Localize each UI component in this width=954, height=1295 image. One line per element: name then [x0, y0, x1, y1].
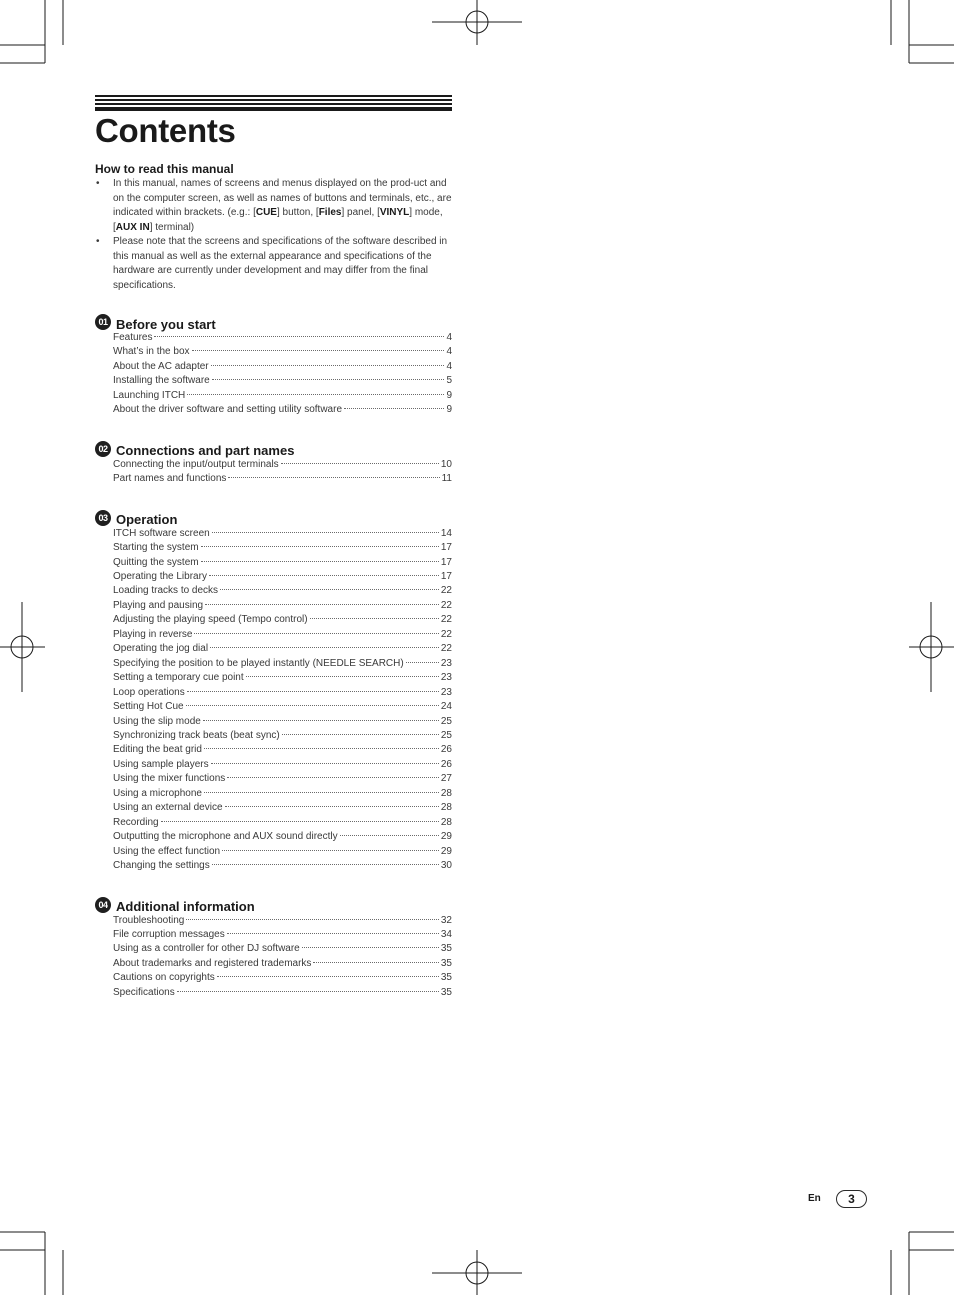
toc-entry-label: Using the effect function — [113, 845, 221, 857]
section-title: Operation — [116, 512, 178, 528]
toc-entry[interactable] — [113, 845, 452, 859]
toc-entry-page: 22 — [440, 585, 452, 597]
dot-leader — [186, 705, 439, 706]
section-number-badge: 03 — [95, 510, 111, 526]
dot-leader — [192, 350, 445, 351]
toc-entry-page: 9 — [446, 404, 452, 416]
toc-entry-page: 23 — [440, 672, 452, 684]
toc-entry[interactable] — [113, 830, 452, 844]
toc-entry-label: Playing and pausing — [113, 599, 204, 611]
section-number-badge: 01 — [95, 314, 111, 330]
section-heading — [95, 509, 452, 527]
dot-leader — [187, 394, 444, 395]
toc-entry[interactable] — [113, 787, 452, 801]
toc-entry-page: 22 — [440, 643, 452, 655]
section-title: Before you start — [116, 316, 216, 332]
toc-entry-page: 9 — [446, 389, 452, 401]
toc-entry-label: ITCH software screen — [113, 527, 210, 539]
dot-leader — [203, 720, 439, 721]
toc-entry[interactable] — [113, 345, 452, 359]
title-rules — [95, 95, 452, 111]
toc-entry-page: 4 — [446, 360, 452, 372]
section-title: Additional information — [116, 899, 255, 914]
toc-entry[interactable] — [113, 859, 452, 873]
toc-entry-label: Using as a controller for other DJ software — [113, 943, 300, 955]
toc-entry[interactable] — [113, 642, 452, 656]
toc-section — [95, 313, 452, 418]
toc-entry-label: Using sample players — [113, 758, 209, 770]
toc-entry-label: Cautions on copyrights — [113, 972, 215, 984]
toc-entry-label: Operating the Library — [113, 570, 207, 582]
toc-entry-label: Setting a temporary cue point — [113, 672, 244, 684]
dot-leader — [161, 821, 439, 822]
toc-entry-page: 35 — [440, 957, 452, 969]
toc-entry[interactable] — [113, 331, 452, 345]
toc-entry-label: Installing the software — [113, 375, 210, 387]
toc-entry-page: 30 — [440, 860, 452, 872]
toc-entry-label: Operating the jog dial — [113, 643, 209, 655]
toc-entry[interactable] — [113, 570, 452, 584]
toc-entry-label: Starting the system — [113, 542, 199, 554]
toc-section — [95, 440, 452, 487]
dot-leader — [187, 691, 439, 692]
toc-entry[interactable] — [113, 700, 452, 714]
toc-entry[interactable] — [113, 928, 452, 942]
toc-entry[interactable] — [113, 686, 452, 700]
toc-entry-page: 5 — [446, 375, 452, 387]
toc-entry[interactable] — [113, 613, 452, 627]
dot-leader — [246, 676, 439, 677]
dot-leader — [406, 662, 439, 663]
toc-entry-label: Recording — [113, 816, 159, 828]
toc-entry[interactable] — [113, 541, 452, 555]
toc-entry[interactable] — [113, 374, 452, 388]
dot-leader — [211, 763, 439, 764]
section-title: Connections and part names — [116, 443, 295, 459]
page-number: 3 — [836, 1190, 867, 1208]
toc-entry[interactable] — [113, 743, 452, 757]
toc-entry-label: Setting Hot Cue — [113, 701, 184, 713]
toc-entry-label: Features — [113, 332, 153, 343]
toc-entry-page: 22 — [440, 599, 452, 611]
toc-entry-page: 32 — [440, 914, 452, 926]
toc-entry-label: Outputting the microphone and AUX sound directly — [113, 831, 338, 843]
toc-entry[interactable] — [113, 556, 452, 570]
toc-entry[interactable] — [113, 628, 452, 642]
toc-entry[interactable] — [113, 758, 452, 772]
dot-leader — [220, 589, 439, 590]
dot-leader — [340, 835, 439, 836]
dot-leader — [313, 962, 438, 963]
toc-entry[interactable] — [113, 914, 452, 928]
toc-entry[interactable] — [113, 986, 452, 1000]
dot-leader — [212, 532, 439, 533]
toc-entry-page: 25 — [440, 715, 452, 727]
section-heading — [95, 896, 452, 914]
toc-entry[interactable] — [113, 772, 452, 786]
dot-leader — [228, 477, 439, 478]
toc-entry-label: Using the slip mode — [113, 715, 201, 727]
dot-leader — [302, 947, 439, 948]
toc-entry-label: Using the mixer functions — [113, 773, 226, 785]
toc-entry-page: 17 — [440, 556, 452, 568]
dot-leader — [217, 976, 439, 977]
toc-entry-label: Quitting the system — [113, 556, 199, 568]
dot-leader — [204, 748, 439, 749]
toc-entry[interactable] — [113, 458, 452, 472]
toc-entry[interactable] — [113, 657, 452, 671]
toc-entry-label: Synchronizing track beats (beat sync) — [113, 729, 280, 741]
toc-entry[interactable] — [113, 527, 452, 541]
dot-leader — [222, 850, 439, 851]
toc-entry-label: About the driver software and setting utility software — [113, 404, 343, 416]
toc-entry-page: 35 — [440, 972, 452, 984]
toc-entry-page: 11 — [441, 473, 452, 485]
toc-entry-page: 17 — [440, 570, 452, 582]
dot-leader — [212, 864, 439, 865]
toc-entry-page: 28 — [440, 787, 452, 799]
toc-list — [95, 527, 452, 874]
dot-leader — [212, 379, 445, 380]
toc-entry-label: Loop operations — [113, 686, 185, 698]
section-heading — [95, 313, 452, 331]
toc-entry[interactable] — [113, 801, 452, 815]
toc-entry-label: Launching ITCH — [113, 389, 186, 401]
how-to-read-list — [95, 177, 452, 293]
dot-leader — [281, 463, 439, 464]
toc-entry-page: 26 — [440, 758, 452, 770]
dot-leader — [225, 806, 439, 807]
dot-leader — [209, 575, 439, 576]
dot-leader — [310, 618, 439, 619]
section-heading — [95, 440, 452, 458]
dot-leader — [154, 336, 444, 337]
toc-entry-label: Using a microphone — [113, 787, 202, 799]
toc-entry-page: 28 — [440, 816, 452, 828]
dot-leader — [201, 546, 439, 547]
toc-entry-page: 17 — [440, 542, 452, 554]
dot-leader — [204, 792, 439, 793]
toc-entry-page: 28 — [440, 802, 452, 814]
dot-leader — [227, 777, 439, 778]
toc-sections — [95, 313, 452, 1000]
toc-entry-page: 14 — [440, 527, 452, 539]
toc-entry-label: What’s in the box — [113, 346, 190, 358]
dot-leader — [205, 604, 439, 605]
toc-entry-label: Editing the beat grid — [113, 744, 202, 756]
dot-leader — [211, 365, 445, 366]
toc-entry[interactable] — [113, 715, 452, 729]
toc-entry-label: Part names and functions — [113, 473, 227, 485]
dot-leader — [201, 561, 439, 562]
dot-leader — [177, 991, 439, 992]
toc-entry[interactable] — [113, 729, 452, 743]
contents-body — [95, 161, 452, 1000]
toc-entry-label: Changing the settings — [113, 860, 210, 872]
toc-entry-page: 25 — [440, 729, 452, 741]
dot-leader — [282, 734, 439, 735]
page-title: Contents — [95, 112, 236, 149]
toc-entry-page: 29 — [440, 831, 452, 843]
toc-entry-label: Using an external device — [113, 802, 223, 814]
dot-leader — [186, 919, 439, 920]
section-number-badge: 04 — [95, 897, 111, 913]
how-to-read-heading: How to read this manual — [95, 162, 234, 176]
toc-entry-page: 24 — [440, 701, 452, 713]
toc-entry-page: 23 — [440, 686, 452, 698]
toc-entry[interactable] — [113, 942, 452, 956]
toc-entry-page: 4 — [446, 346, 452, 358]
toc-entry[interactable] — [113, 472, 452, 486]
toc-section — [95, 896, 452, 1001]
toc-list — [95, 331, 452, 418]
toc-list — [95, 458, 452, 487]
toc-entry-page: 35 — [440, 943, 452, 955]
toc-section — [95, 509, 452, 874]
toc-entry-label: About the AC adapter — [113, 360, 209, 372]
toc-entry[interactable] — [113, 599, 452, 613]
toc-entry[interactable] — [113, 816, 452, 830]
toc-entry-page: 23 — [440, 657, 452, 669]
toc-entry[interactable] — [113, 584, 452, 598]
toc-entry-label: Adjusting the playing speed (Tempo control) — [113, 614, 308, 626]
toc-entry[interactable] — [113, 671, 452, 685]
toc-entry-page: 22 — [440, 628, 452, 640]
toc-entry-page: 22 — [440, 614, 452, 626]
toc-entry-page: 27 — [440, 773, 452, 785]
toc-entry-label: Loading tracks to decks — [113, 585, 219, 597]
toc-entry-page: 10 — [440, 458, 452, 470]
section-number-badge: 02 — [95, 441, 111, 457]
dot-leader — [344, 408, 444, 409]
toc-entry[interactable] — [113, 403, 452, 417]
toc-entry[interactable] — [113, 360, 452, 374]
how-to-read-bullet: • Please note that the screens and specifications of the software described in this manual as well as the external appearance and specifications of the hardware are currently under development and may differ from the final specifications. — [95, 235, 452, 293]
toc-entry-label: About trademarks and registered trademarks — [113, 957, 312, 969]
toc-entry[interactable] — [113, 971, 452, 985]
toc-entry-label: Connecting the input/output terminals — [113, 458, 279, 470]
dot-leader — [227, 933, 439, 934]
toc-entry-label: Specifying the position to be played instantly (NEEDLE SEARCH) — [113, 657, 404, 669]
toc-list — [95, 914, 452, 1001]
toc-entry-label: Troubleshooting — [113, 914, 185, 926]
toc-entry-page: 26 — [440, 744, 452, 756]
toc-entry-label: File corruption messages — [113, 928, 225, 940]
language-label: En — [808, 1193, 821, 1204]
toc-entry-page: 29 — [440, 845, 452, 857]
toc-entry-page: 34 — [440, 928, 452, 940]
toc-entry[interactable] — [113, 957, 452, 971]
toc-entry-page: 4 — [446, 332, 452, 343]
how-to-read-bullet: • In this manual, names of screens and menus displayed on the prod-uct and on the computer screen, as well as names of buttons and terminals, etc., are indicated within brackets. (e.g.: [CUE] button, [Files] panel, [VINYL] mode, [AUX IN] terminal) — [95, 177, 452, 235]
toc-entry-label: Playing in reverse — [113, 628, 193, 640]
toc-entry-page: 35 — [440, 986, 452, 998]
dot-leader — [210, 647, 439, 648]
dot-leader — [194, 633, 438, 634]
toc-entry[interactable] — [113, 389, 452, 403]
toc-entry-label: Specifications — [113, 986, 175, 998]
